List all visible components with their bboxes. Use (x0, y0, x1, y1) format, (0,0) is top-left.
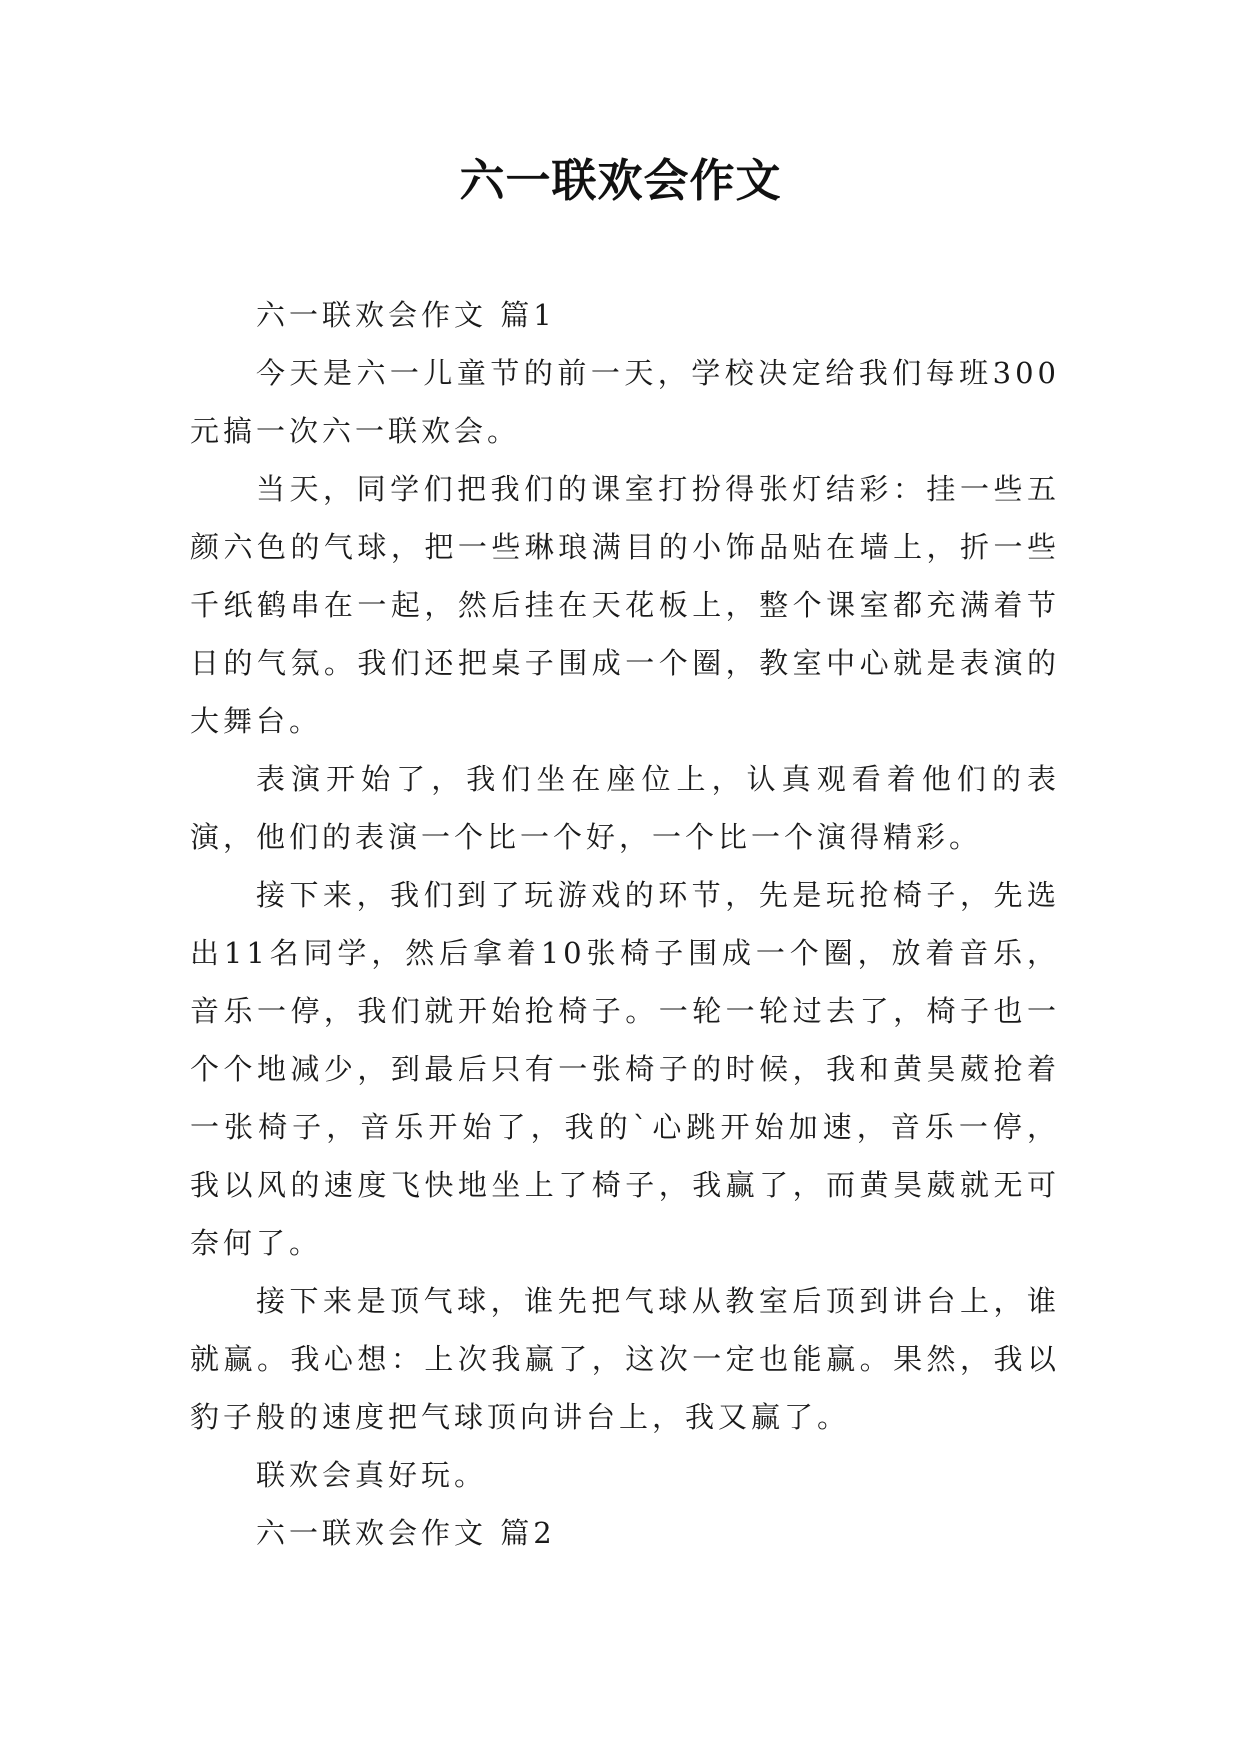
document-title: 六一联欢会作文 (459, 154, 782, 207)
paragraph-balloon-game: 接下来是顶气球，谁先把气球从教室后顶到讲台上，谁就赢。我心想：上次我赢了，这次一定也能赢。果然，我以豹子般的速度把气球顶向讲台上，我又赢了。 (190, 1284, 1060, 1434)
paragraph-conclusion: 联欢会真好玩。 (256, 1458, 488, 1492)
section-heading-2: 六一联欢会作文 篇2 (256, 1516, 556, 1550)
paragraph-chair-game: 接下来，我们到了玩游戏的环节，先是玩抢椅子，先选出11名同学，然后拿着10张椅子围成一个圈，放着音乐，音乐一停，我们就开始抢椅子。一轮一轮过去了，椅子也一个个地减少，到最后只有一张椅子的时候，我和黄昊葳抢着一张椅子，音乐开始了，我的`心跳开始加速，音乐一停，我以风的速度飞快地坐上了椅子，我赢了，而黄昊葳就无可奈何了。 (190, 878, 1060, 1260)
document-body (190, 286, 1060, 1562)
paragraph-performance: 表演开始了，我们坐在座位上，认真观看着他们的表演，他们的表演一个比一个好，一个比一个演得精彩。 (190, 762, 1060, 854)
section-heading-1: 六一联欢会作文 篇1 (256, 298, 556, 332)
paragraph-intro: 今天是六一儿童节的前一天，学校决定给我们每班300元搞一次六一联欢会。 (190, 356, 1060, 448)
paragraph-decoration: 当天，同学们把我们的课室打扮得张灯结彩：挂一些五颜六色的气球，把一些琳琅满目的小饰品贴在墙上，折一些千纸鹤串在一起，然后挂在天花板上，整个课室都充满着节日的气氛。我们还把桌子围成一个圈，教室中心就是表演的大舞台。 (190, 472, 1060, 738)
